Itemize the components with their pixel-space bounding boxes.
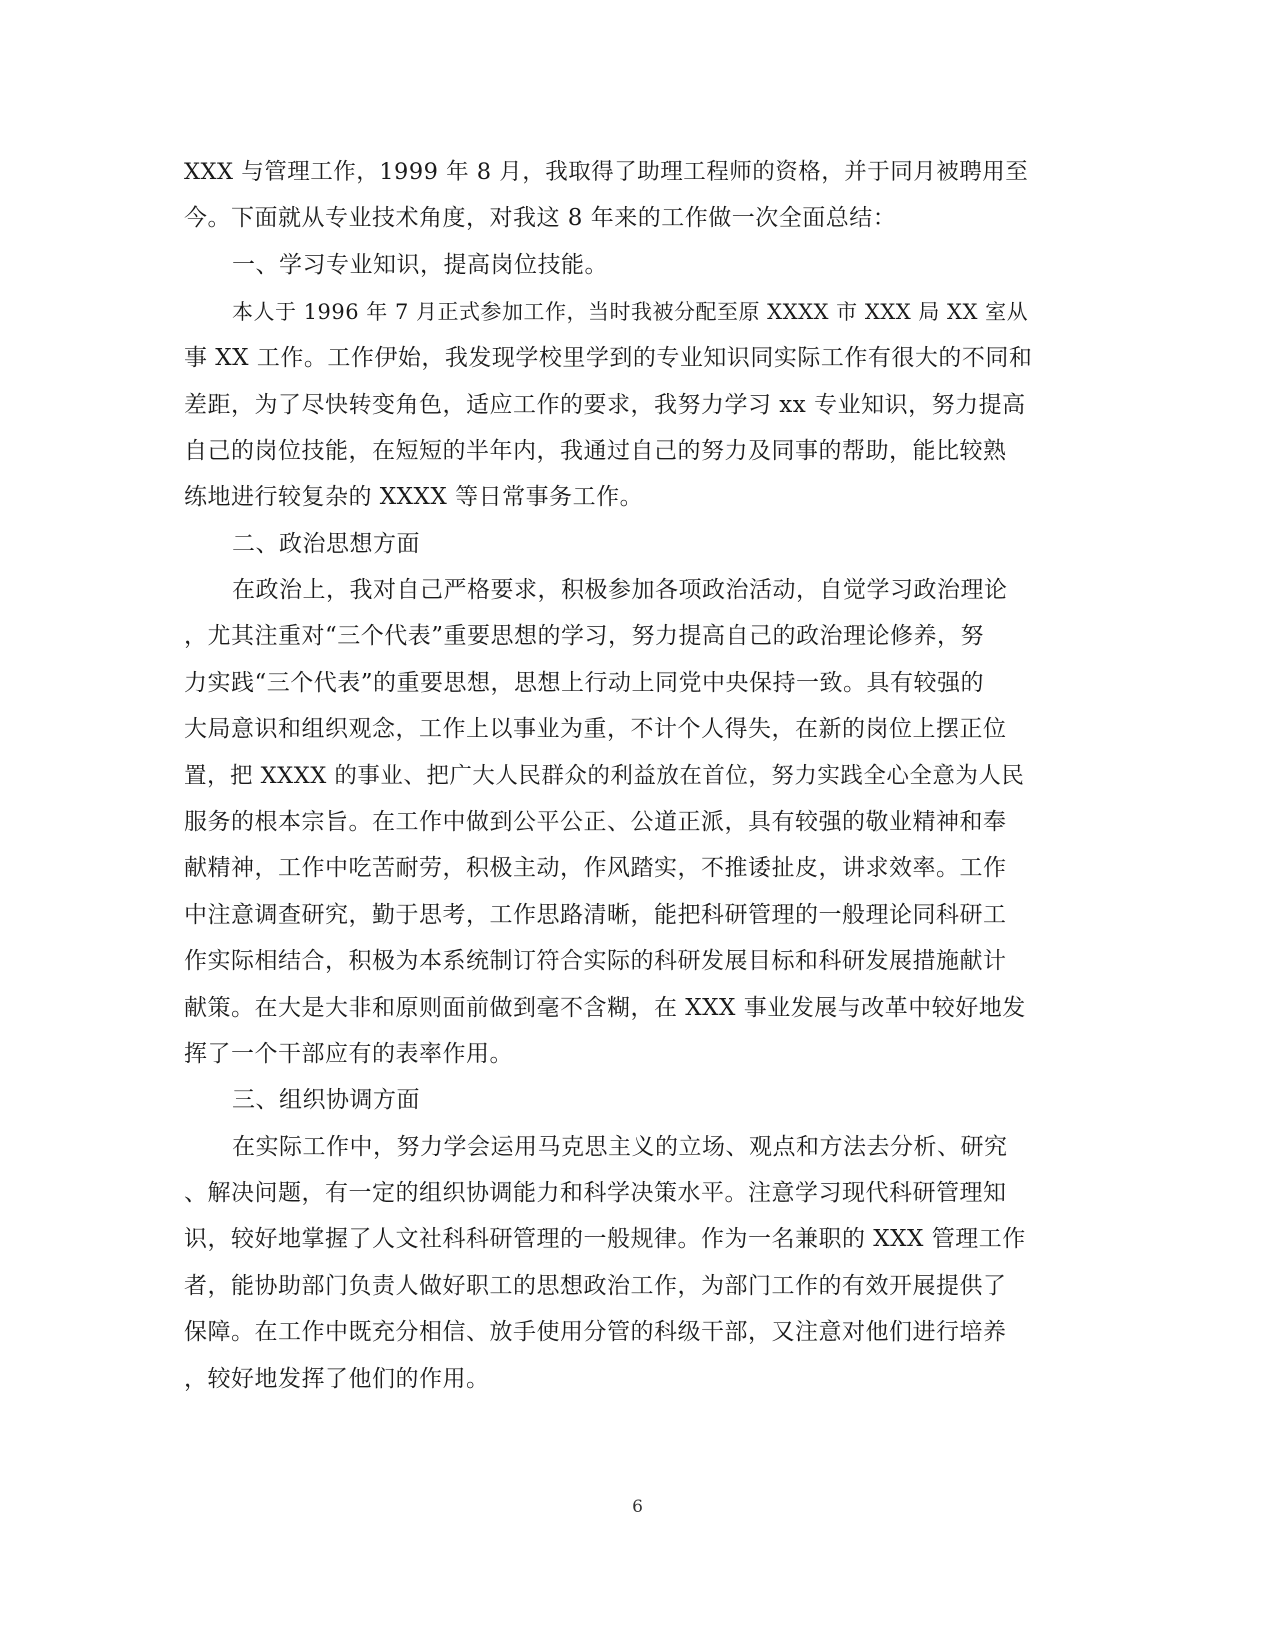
text-line: 、解决问题，有一定的组织协调能力和科学决策水平。注意学习现代科研管理知 <box>184 1180 1007 1206</box>
text-line: 在政治上，我对自己严格要求，积极参加各项政治活动，自觉学习政治理论 <box>232 577 1008 603</box>
text-line: 在实际工作中，努力学会运用马克思主义的立场、观点和方法去分析、研究 <box>232 1134 1008 1160</box>
section-heading: 三、组织协调方面 <box>232 1087 420 1113</box>
text-line: 献精神，工作中吃苦耐劳，积极主动，作风踏实，不推诿扯皮，讲求效率。工作 <box>184 855 1007 881</box>
text-line: XXX 与管理工作，1999 年 8 月，我取得了助理工程师的资格，并于同月被聘用至 <box>184 159 1029 185</box>
text-line: 练地进行较复杂的 XXXX 等日常事务工作。 <box>184 484 644 510</box>
text-line: 今。下面就从专业技术角度，对我这 8 年来的工作做一次全面总结： <box>184 205 897 231</box>
text-line: 本人于 1996 年 7 月正式参加工作，当时我被分配至原 XXXX 市 XXX 局 XX 室从 <box>232 300 1029 324</box>
text-line: 自己的岗位技能，在短短的半年内，我通过自己的努力及同事的帮助，能比较熟 <box>184 438 1007 464</box>
text-line: 服务的根本宗旨。在工作中做到公平公正、公道正派，具有较强的敬业精神和奉 <box>184 809 1007 835</box>
section-heading: 二、政治思想方面 <box>232 531 420 557</box>
text-line: 大局意识和组织观念，工作上以事业为重，不计个人得失，在新的岗位上摆正位 <box>184 716 1007 742</box>
text-line: 挥了一个干部应有的表率作用。 <box>184 1041 513 1067</box>
text-line: ，较好地发挥了他们的作用。 <box>184 1366 490 1392</box>
text-line: 识，较好地掌握了人文社科科研管理的一般规律。作为一名兼职的 XXX 管理工作 <box>184 1226 1026 1252</box>
text-line: 作实际相结合，积极为本系统制订符合实际的科研发展目标和科研发展措施献计 <box>184 948 1007 974</box>
text-line: ，尤其注重对“三个代表”重要思想的学习，努力提高自己的政治理论修养，努 <box>184 623 985 649</box>
text-line: 中注意调查研究，勤于思考，工作思路清晰，能把科研管理的一般理论同科研工 <box>184 902 1007 928</box>
text-line: 力实践“三个代表”的重要思想，思想上行动上同党中央保持一致。具有较强的 <box>184 670 985 696</box>
text-line: 置，把 XXXX 的事业、把广大人民群众的利益放在首位，努力实践全心全意为人民 <box>184 763 1025 789</box>
text-line: 保障。在工作中既充分相信、放手使用分管的科级干部，又注意对他们进行培养 <box>184 1319 1007 1345</box>
text-line: 献策。在大是大非和原则面前做到毫不含糊，在 XXX 事业发展与改革中较好地发 <box>184 995 1026 1021</box>
text-line: 差距，为了尽快转变角色，适应工作的要求，我努力学习 xx 专业知识，努力提高 <box>184 392 1026 418</box>
section-heading: 一、学习专业知识，提高岗位技能。 <box>232 252 608 278</box>
text-line: 者，能协助部门负责人做好职工的思想政治工作，为部门工作的有效开展提供了 <box>184 1273 1007 1299</box>
page-number: 6 <box>632 1497 643 1517</box>
text-line: 事 XX 工作。工作伊始，我发现学校里学到的专业知识同实际工作有很大的不同和 <box>184 345 1033 371</box>
